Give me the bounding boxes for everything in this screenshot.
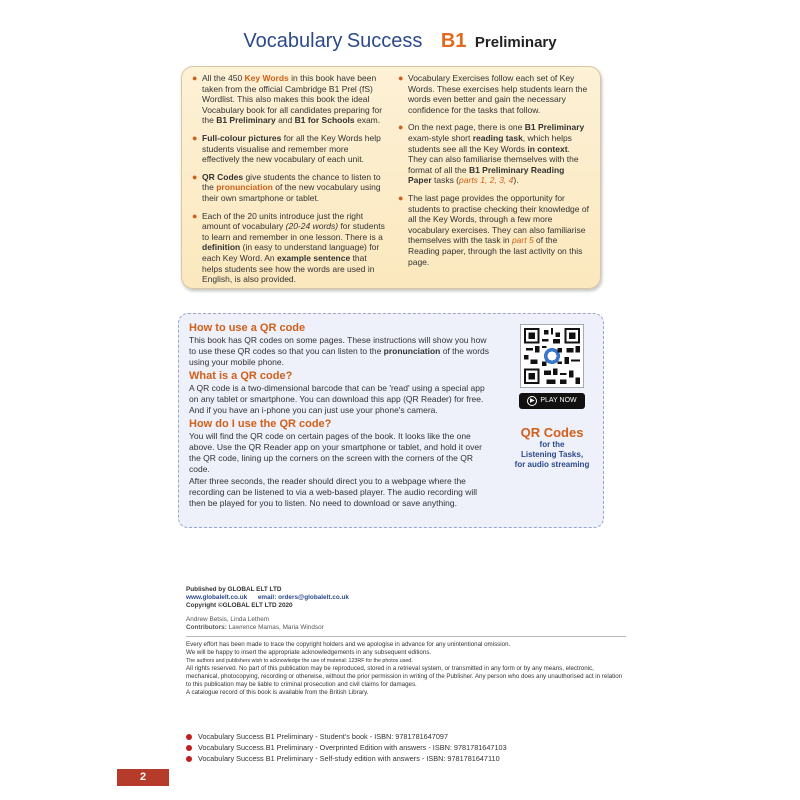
intro-bullet-text: All the 450 Key Words in this book have been taken from the official Cambridge B1 Prel (fS) Wordlist. This also makes this book the ideal Vocabulary book for all candidates preparing for the B1 Preliminary and B1 for Schools exam. (202, 73, 383, 126)
bullet-icon: ● (398, 73, 404, 83)
intro-bullet (398, 73, 590, 115)
credits-block (186, 586, 626, 697)
edition-item (186, 742, 626, 753)
intro-right-column (392, 73, 592, 282)
credits-line-5: A catalogue record of this book is available from the British Library. (186, 689, 369, 696)
contributors-names: Lawrence Mamas, Maria Windsor (228, 624, 324, 631)
qr-para-what-is: A QR code is a two-dimensional barcode that can be 'read' using a special app on any tablet or smartphone. You can download this app (QR Reader) for free. And if you have an i-phone you can just use your phone's camera. (189, 383, 485, 415)
bullet-icon: ● (398, 122, 404, 133)
qr-sample-panel (507, 324, 597, 470)
contact-line (186, 594, 626, 602)
intro-bullet-text: QR Codes give students the chance to listen to the pronunciation of the new vocabulary using their own smartphone or tablet. (202, 171, 381, 203)
title-level: B1 (440, 30, 467, 52)
bullet-icon: ● (192, 132, 198, 143)
qr-code-icon[interactable] (520, 324, 584, 388)
bullet-icon (186, 756, 192, 762)
qr-para-how-to: You will find the QR code on certain pages of the book. It looks like the one above. Use the QR Reader app on your smartphone or tablet, and hold it over the QR code, lining up the corners on the screen with the corners of the QR code. (189, 431, 482, 474)
intro-bullet (192, 73, 386, 126)
qr-instructions (189, 322, 489, 509)
intro-left-column (192, 73, 392, 285)
qr-codes-sub-3: for audio streaming (514, 460, 590, 469)
published-by: Published by GLOBAL ELT LTD (186, 586, 282, 593)
qr-info-box (178, 313, 604, 528)
intro-bullet (192, 172, 386, 204)
contributors-label: Contributors: (186, 624, 227, 631)
title-success: Success (346, 30, 423, 52)
website-link[interactable]: www.globalelt.co.uk (186, 594, 248, 601)
qr-codes-title: QR Codes (520, 425, 584, 440)
pronunciation-keyword: pronunciation (383, 346, 441, 356)
credits-line-1: Every effort has been made to trace the copyright holders and we apologise in advance for any unintentional omission. (186, 641, 511, 648)
intro-bullet (192, 211, 386, 285)
email-label: email: (257, 594, 277, 601)
title-preliminary: Preliminary (474, 34, 557, 51)
edition-text: Vocabulary Success B1 Preliminary - Overprinted Edition with answers - ISBN: 9781781647103 (198, 743, 507, 752)
qr-para-intro: This book has QR codes on some pages. These instructions will show you how to use these QR codes so that you can listen to the pronunciation of the words using your mobile phone. (189, 335, 490, 367)
intro-bullet-text: Vocabulary Exercises follow each set of Key Words. These exercises help students learn the words even better and gain the necessary confidence for the tasks that follow. (408, 73, 588, 115)
qr-codes-sub-2: Listening Tasks, (520, 450, 584, 459)
bullet-icon: ● (192, 210, 198, 221)
credits-line-4: All rights reserved. No part of this publication may be reproduced, stored in a retrieval system, or transmitted in any form or by any means, electronic, mechanical, photocopying, recording or otherwise, without the prior permission in writing of the Publisher. Any person who does any unauthorised act in relation to this publication may be liable to criminal prosecution and civil claims for damages. (186, 665, 623, 688)
qr-heading-what-is: What is a QR code? (189, 370, 293, 382)
play-icon: ▶ (527, 396, 537, 406)
credits-divider (186, 636, 626, 637)
bullet-icon: ● (398, 192, 404, 203)
play-now-label: PLAY NOW (540, 397, 577, 404)
qr-codes-sub-1: for the (539, 440, 565, 449)
intro-bullet-text: Each of the 20 units introduce just the right amount of vocabulary (20-24 words) for students to learn and remember in one lesson. There is a definition (in easy to understand language) for each Key Word. An example sentence that helps students see how the words are used in English, is also provided. (202, 210, 385, 285)
bullet-icon: ● (192, 171, 198, 182)
edition-text: Vocabulary Success B1 Preliminary - Student's book - ISBN: 9781781647097 (198, 732, 449, 741)
intro-bullet-text: The last page provides the opportunity for students to practise checking their knowledge of all the Key Words, through a few more vocabulary exercises. They can also familiarise themselves with the task in part 5 of the Reading paper, through the last activity on this page. (408, 192, 589, 267)
intro-bullet (398, 193, 590, 267)
credits-line-2: We will be happy to insert the appropriate acknowledgements in any subsequent editions. (186, 649, 432, 656)
qr-para-after: After three seconds, the reader should direct you to a webpage where the recording can be listened to via a web-based player. The audio recording will then be played for you to listen. No need to download or save anything. (189, 476, 478, 508)
title-vocabulary: Vocabulary (243, 30, 343, 52)
email-link[interactable]: orders@globalelt.co.uk (278, 594, 349, 601)
edition-item (186, 753, 626, 764)
credits-line-3: The authors and publishers wish to acknowledge the use of material: 123RF for the photos used. (186, 658, 413, 664)
intro-box (181, 66, 601, 289)
contributors-line (186, 624, 626, 632)
intro-bullet (398, 122, 590, 186)
authors-line: Andrew Betsis, Linda Lethem (186, 616, 270, 623)
edition-item (186, 731, 626, 742)
edition-text: Vocabulary Success B1 Preliminary - Self-study edition with answers - ISBN: 9781781647110 (198, 754, 500, 763)
editions-list (186, 731, 626, 764)
qr-code-graphic (524, 328, 580, 384)
bullet-icon (186, 734, 192, 740)
intro-bullet-text: Full-colour pictures for all the Key Words help students visualise and remember more effectively the new vocabulary of each unit. (202, 132, 381, 165)
bullet-icon: ● (192, 73, 198, 83)
intro-bullet (192, 133, 386, 165)
qr-heading-how-do-i: How do I use the QR code? (189, 418, 332, 430)
page-title (0, 30, 800, 53)
copyright-line: Copyright ©GLOBAL ELT LTD 2020 (186, 602, 293, 609)
qr-heading-how-to-use: How to use a QR code (189, 322, 306, 334)
page-number: 2 (117, 769, 169, 786)
bullet-icon (186, 745, 192, 751)
play-now-button[interactable] (519, 393, 585, 409)
intro-bullet-text: On the next page, there is one B1 Preliminary exam-style short reading task, which helps students see all the Key Words in context. They can also familiarise themselves with the format of all the B1 Preliminary Reading Paper tasks (parts 1, 2, 3, 4). (408, 122, 585, 186)
